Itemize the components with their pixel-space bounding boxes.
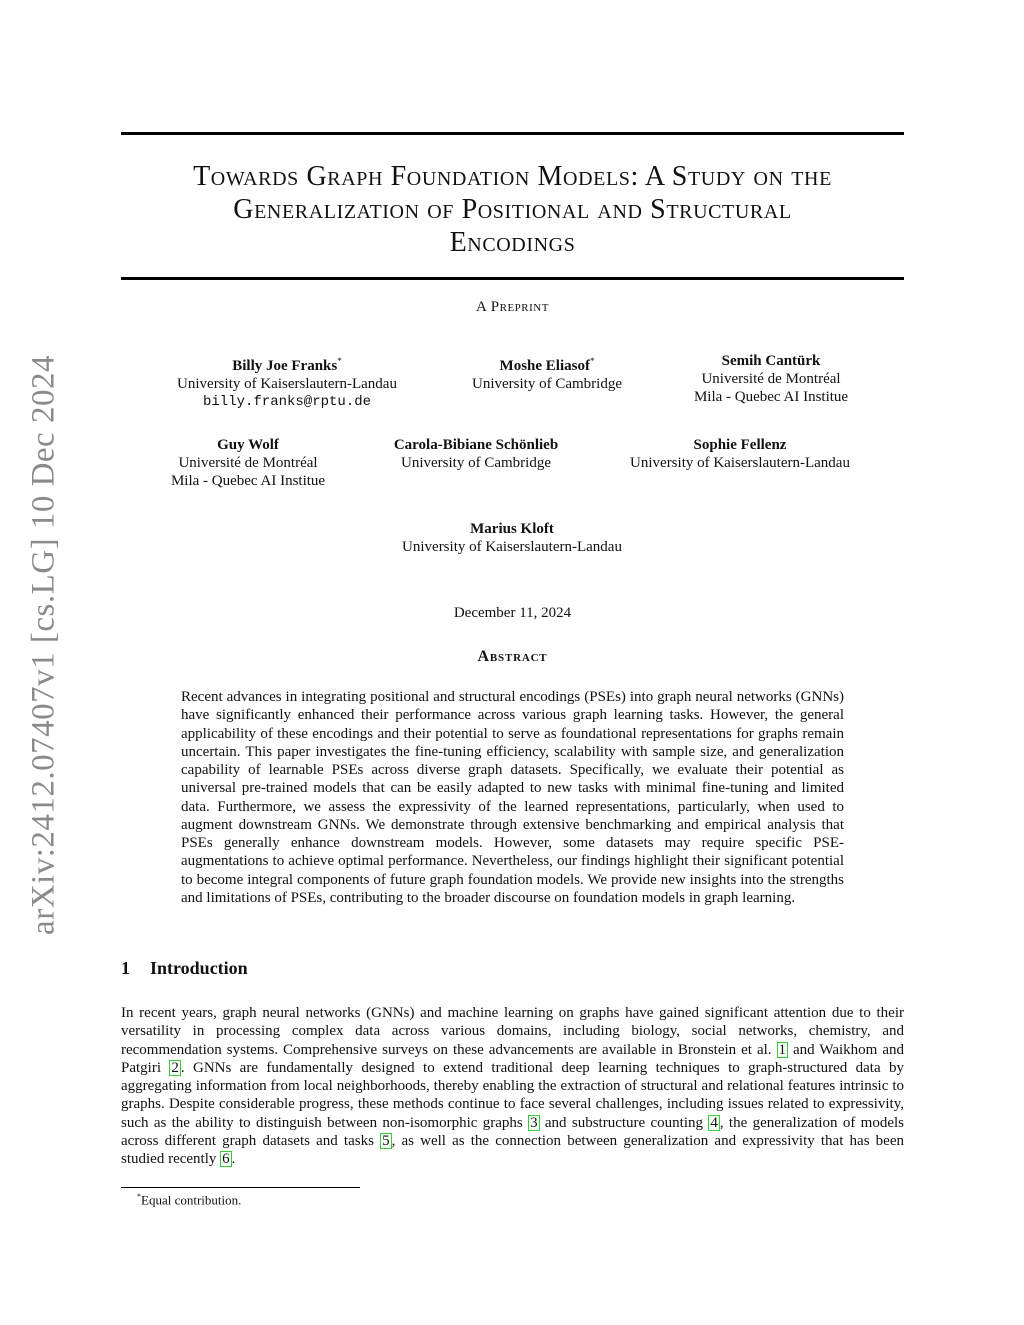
author-name: Billy Joe Franks* bbox=[232, 356, 342, 374]
citation-link[interactable]: 1 bbox=[778, 1041, 787, 1058]
author-affiliation: University of Kaiserslautern-Landau bbox=[402, 539, 622, 555]
author-fellenz bbox=[610, 436, 870, 472]
footnote: *Equal contribution. bbox=[137, 1192, 242, 1208]
author-kloft bbox=[382, 520, 642, 556]
paper-title bbox=[121, 160, 904, 259]
author-name: Semih Cantürk bbox=[721, 353, 821, 369]
author-eliasof bbox=[447, 352, 647, 393]
abstract-text: Recent advances in integrating positional and structural encodings (PSEs) into graph neural networks (GNNs) have significantly enhanced their performance across various graph learning tasks. However, the general applicability of these encodings and their potential to serve as foundational representations for graphs remain uncertain. This paper investigates the fine-tuning efficiency, scalability with sample size, and generalization capability of learnable PSEs across diverse graph datasets. Specifically, we evaluate their potential as universal pre-trained models that can be easily adapted to new tasks with minimal fine-tuning and limited data. Furthermore, we assess the expressivity of the learned representations, particularly, when used to augment downstream GNNs. We demonstrate through extensive benchmarking and empirical analysis that PSEs generally enhance downstream models. However, some datasets may require specific PSE-augmentations to achieve optimal performance. Nevertheless, our findings highlight their significant potential to become integral components of future graph foundation models. We provide new insights into the strengths and limitations of PSEs, contributing to the broader discourse on foundation models in graph learning. bbox=[181, 689, 844, 906]
author-affiliation: University of Kaiserslautern-Landau bbox=[177, 376, 397, 392]
section-heading-introduction bbox=[121, 958, 248, 979]
author-affiliation-2: Mila - Quebec AI Institue bbox=[170, 473, 326, 489]
abstract-heading: Abstract bbox=[477, 648, 548, 665]
citation-link[interactable]: 2 bbox=[171, 1059, 179, 1076]
publication-date: December 11, 2024 bbox=[453, 605, 572, 621]
preprint-label: A Preprint bbox=[476, 299, 549, 315]
author-affiliation: University of Cambridge bbox=[401, 455, 551, 471]
title-line-1: Towards Graph Foundation Models: A Study on the bbox=[193, 161, 832, 192]
footnote-rule bbox=[121, 1187, 360, 1188]
author-schonlieb bbox=[366, 436, 586, 472]
section-number: 1 bbox=[121, 958, 130, 978]
author-affiliation-2: Mila - Quebec AI Institue bbox=[693, 389, 849, 405]
author-affiliation: Université de Montréal bbox=[178, 455, 318, 471]
section-title: Introduction bbox=[150, 958, 248, 978]
author-canturk bbox=[671, 352, 871, 406]
author-name: Marius Kloft bbox=[470, 521, 554, 537]
author-email[interactable]: billy.franks@rptu.de bbox=[202, 394, 372, 410]
author-wolf bbox=[148, 436, 348, 490]
author-affiliation: University of Kaiserslautern-Landau bbox=[630, 455, 850, 471]
introduction-paragraph: In recent years, graph neural networks (GNNs) and machine learning on graphs have gained significant attention due to their versatility in processing complex data across various domains, including biology, social networks, chemistry, and recommendation systems. Comprehensive surveys on these advancements are available in Bronstein et al. 1 and Waikhom and Patgiri 2 . GNNs are fundamentally designed to extend traditional deep learning techniques to graph-structured data by aggregating information from local neighborhoods, thereby enabling the extraction of structural and relational features intrinsic to graphs. Despite considerable progress, these methods continue to face several challenges, including issues related to expressivity, such as the ability to distinguish between non-isomorphic graphs 3 and substructure counting 4 , the generalization of models across different graph datasets and tasks 5 , as well as the connection between generalization and expressivity that has been studied recently 6 . bbox=[121, 1005, 905, 1167]
arxiv-identifier: arXiv:2412.07407v1 [cs.LG] 10 Dec 2024 bbox=[25, 355, 62, 935]
citation-link[interactable]: 4 bbox=[710, 1114, 718, 1131]
citation-link[interactable]: 3 bbox=[530, 1114, 538, 1131]
author-affiliation: Université de Montréal bbox=[701, 371, 841, 387]
title-top-rule bbox=[121, 132, 904, 135]
title-line-2: Generalization of Positional and Structural bbox=[233, 194, 792, 225]
author-name: Sophie Fellenz bbox=[693, 437, 787, 453]
author-name: Carola-Bibiane Schönlieb bbox=[393, 437, 559, 453]
citation-link[interactable]: 5 bbox=[382, 1132, 390, 1149]
title-line-3: Encodings bbox=[449, 227, 576, 258]
author-name: Guy Wolf bbox=[217, 437, 279, 453]
author-franks bbox=[157, 352, 417, 411]
title-bottom-rule bbox=[121, 277, 904, 280]
author-name: Moshe Eliasof* bbox=[499, 356, 595, 374]
citation-link[interactable]: 6 bbox=[222, 1151, 230, 1167]
author-affiliation: University of Cambridge bbox=[472, 376, 622, 392]
